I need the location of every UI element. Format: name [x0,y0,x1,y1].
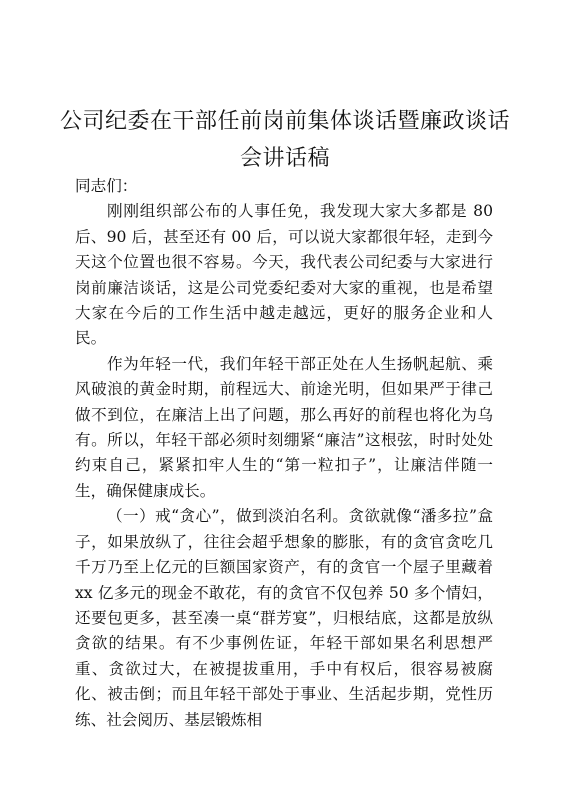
salutation: 同志们： [75,177,138,195]
document-body [75,174,493,733]
paragraph-2: 作为年轻一代，我们年轻干部正处在人生扬帆起航、乘风破浪的黄金时期，前程远大、前途光明，但如果严于律己做不到位，在廉洁上出了问题，那么再好的前程也将化为乌有。所以，年轻干部必须时刻绷紧“廉洁”这根弦，时时处处约束自己，紧紧扣牢人生的“第一粒扣子”，让廉洁伴随一生，确保健康成长。 [75,354,493,500]
paragraph-3: （一）戒“贪心”，做到淡泊名利。贪欲就像“潘多拉”盒子，如果放纵了，往往会超乎想象的膨胀，有的贪官贪吃几千万乃至上亿元的巨额国家资产，有的贪官一个屋子里藏着 xx 亿多元的现金不敢花，有的贪官不仅包养 50 多个情妇，还要包更多，甚至凑一桌“群芳宴”，归根结底，这都是放纵贪欲的结果。有不少事例佐证，年轻干部如果名利思想严重、贪欲过大，在被提拔重用，手中有权后，很容易被腐化、被击倒；而且年轻干部处于事业、生活起步期，党性历练、社会阅历、基层锻炼相 [75,507,493,729]
title-line-2: 会讲话稿 [239,146,330,171]
document-title [60,103,510,177]
paragraph-1: 刚刚组织部公布的人事任免，我发现大家大多都是 80 后、90 后，甚至还有 00 后，可以说大家都很年轻，走到今天这个位置也很不容易。今天，我代表公司纪委与大家进行岗前廉洁谈话，这是公司党委纪委对大家的重视，也是希望大家在今后的工作生活中越走越远，更好的服务企业和人民。 [75,202,493,348]
title-line-1: 公司纪委在干部任前岗前集体谈话暨廉政谈话 [60,109,511,134]
